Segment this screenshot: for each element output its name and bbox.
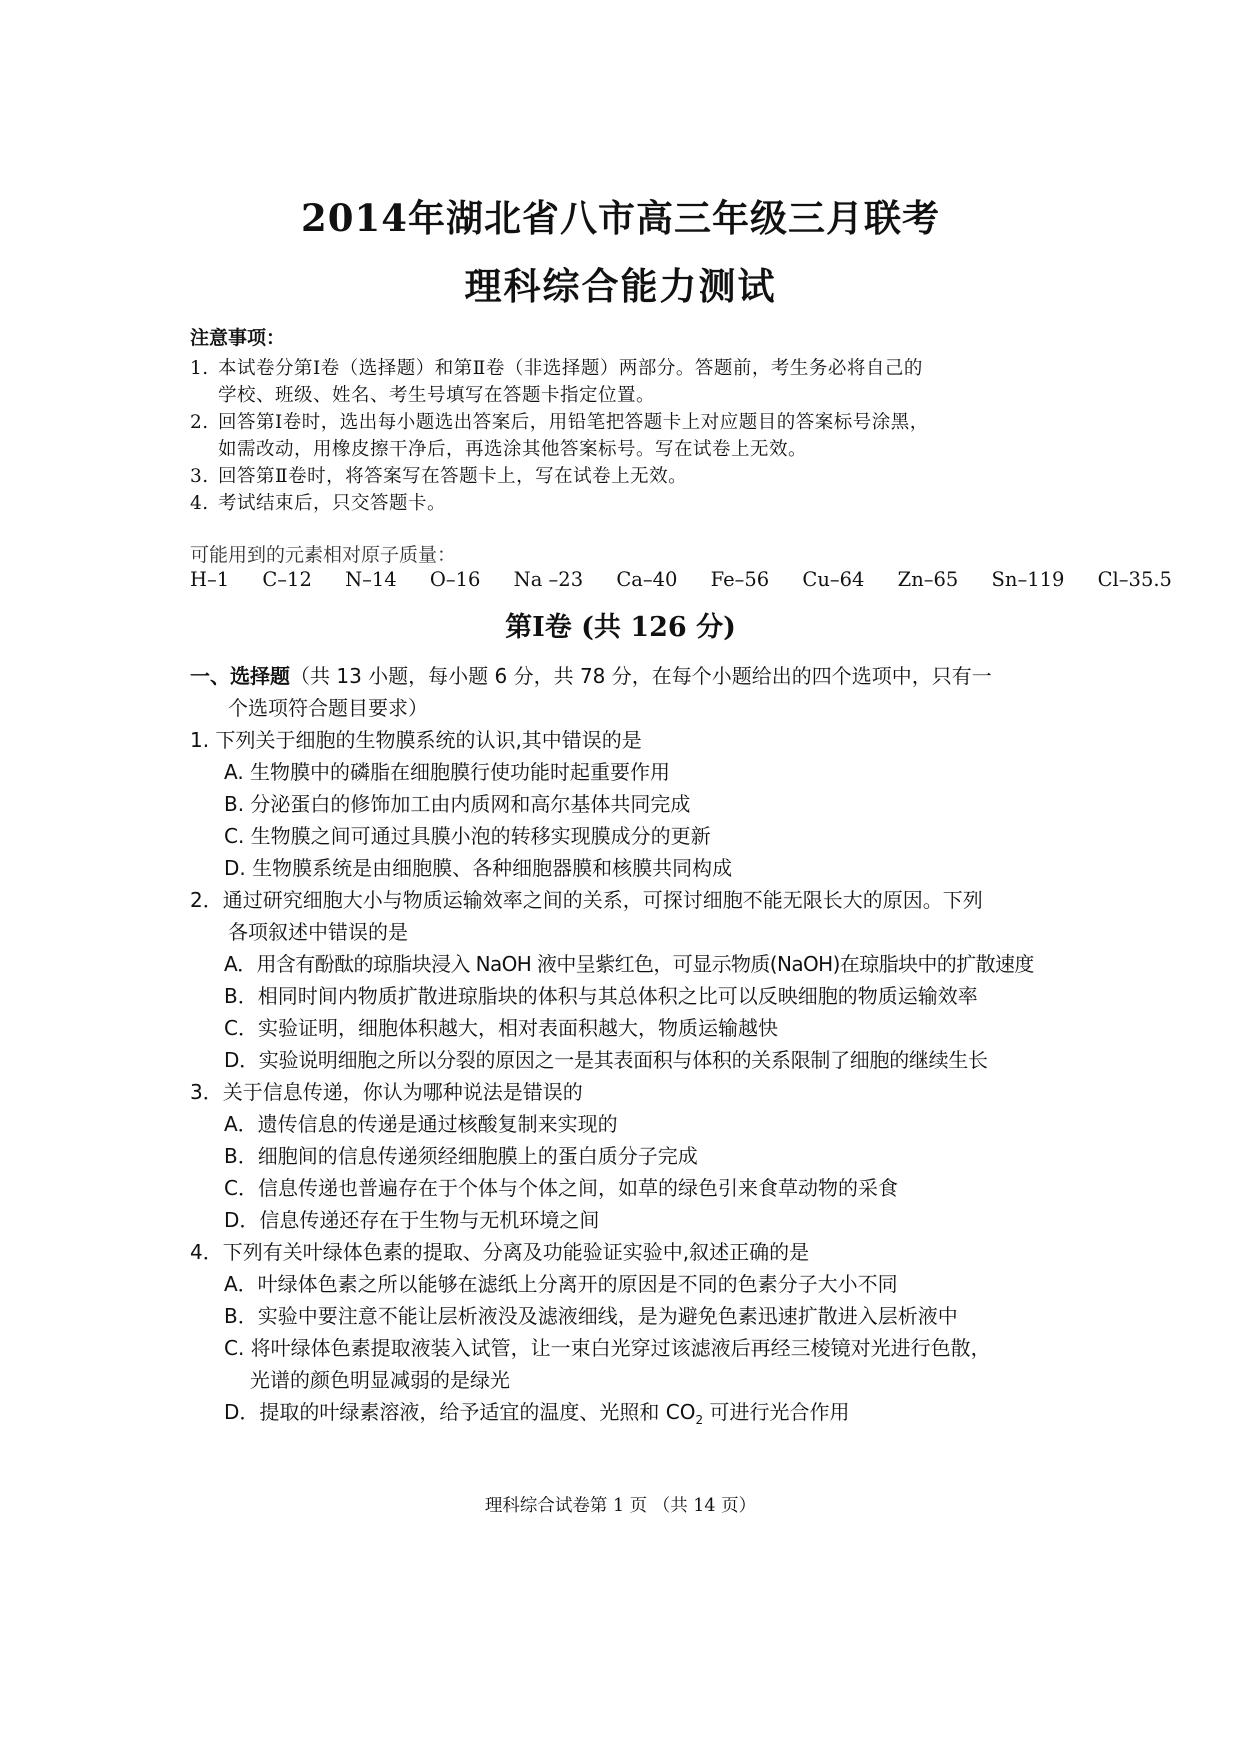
notice-item-number: 3. <box>190 466 209 487</box>
notice-item-text-cont: 学校、班级、姓名、考生号填写在答题卡指定位置。 <box>218 385 656 406</box>
section-one-label: 一、选择题 <box>190 664 290 688</box>
question-1-option-c: C. 生物膜之间可通过具膜小泡的转移实现膜成分的更新 <box>224 824 711 848</box>
notice-heading: 注意事项： <box>190 327 286 349</box>
question-4-option-b: B．实验中要注意不能让层析液没及滤液细线，是为避免色素迅速扩散进入层析液中 <box>224 1304 958 1328</box>
atomic-mass-value: Fe–56 <box>710 568 770 591</box>
atomic-mass-value: H–1 <box>190 568 230 591</box>
question-3-option-b: B．细胞间的信息传递须经细胞膜上的蛋白质分子完成 <box>224 1144 698 1168</box>
question-2-stem-line1: 2．通过研究细胞大小与物质运输效率之间的关系，可探讨细胞不能无限长大的原因。下列 <box>190 888 983 912</box>
notice-item-number: 1. <box>190 358 209 379</box>
exam-title: 2014年湖北省八市高三年级三月联考 <box>301 196 940 240</box>
question-4-stem: 4．下列有关叶绿体色素的提取、分离及功能验证实验中,叙述正确的是 <box>190 1240 810 1264</box>
section-one-heading <box>190 660 992 724</box>
notice-item-4 <box>190 490 446 517</box>
notice-item-1 <box>190 355 923 409</box>
question-4-option-c-line2: 光谱的颜色明显减弱的是绿光 <box>250 1368 510 1392</box>
notice-item-text: 回答第Ⅱ卷时，将答案写在答题卡上，写在试卷上无效。 <box>218 466 688 487</box>
question-2-option-a: A．用含有酚酞的琼脂块浸入 NaOH 液中呈紫红色，可显示物质(NaOH)在琼脂块中的扩散速度 <box>224 952 1034 976</box>
atomic-mass-value: Cl–35.5 <box>1097 568 1172 591</box>
atomic-mass-value: O–16 <box>429 568 481 591</box>
question-4-option-d-text: D．提取的叶绿素溶液，给予适宜的温度、光照和 CO <box>224 1400 696 1424</box>
notice-item-text: 回答第Ⅰ卷时，选出每小题选出答案后，用铅笔把答题卡上对应题目的答案标号涂黑， <box>218 412 929 433</box>
atomic-mass-value: C–12 <box>262 568 312 591</box>
question-2-stem <box>190 884 983 948</box>
question-4-option-a: A．叶绿体色素之所以能够在滤纸上分离开的原因是不同的色素分子大小不同 <box>224 1272 898 1296</box>
question-3-option-c: C．信息传递也普遍存在于个体与个体之间，如草的绿色引来食草动物的采食 <box>224 1176 898 1200</box>
question-3-stem: 3．关于信息传递，你认为哪种说法是错误的 <box>190 1080 583 1104</box>
notice-item-text-cont: 如需改动，用橡皮擦干净后，再选涂其他答案标号。写在试卷上无效。 <box>218 439 808 460</box>
section-one-instructions: （共 13 小题，每小题 6 分，共 78 分，在每个小题给出的四个选项中，只有一 <box>290 664 992 688</box>
atomic-mass-value: Na –23 <box>513 568 584 591</box>
atomic-mass-value: Sn–119 <box>991 568 1065 591</box>
notice-item-3 <box>190 463 687 490</box>
atomic-mass-value: Cu–64 <box>802 568 865 591</box>
question-3-option-a: A．遗传信息的传递是通过核酸复制来实现的 <box>224 1112 618 1136</box>
section-one-instructions-cont: 个选项符合题目要求） <box>228 696 428 720</box>
question-2-option-d: D．实验说明细胞之所以分裂的原因之一是其表面积与体积的关系限制了细胞的继续生长 <box>224 1048 988 1072</box>
question-2-option-b: B．相同时间内物质扩散进琼脂块的体积与其总体积之比可以反映细胞的物质运输效率 <box>224 984 978 1008</box>
atomic-mass-value: N–14 <box>345 568 397 591</box>
question-1-option-a: A. 生物膜中的磷脂在细胞膜行使功能时起重要作用 <box>224 760 671 784</box>
question-2-stem-line2: 各项叙述中错误的是 <box>228 920 408 944</box>
question-1-option-b: B. 分泌蛋白的修饰加工由内质网和高尔基体共同完成 <box>224 792 691 816</box>
notice-item-number: 2. <box>190 412 209 433</box>
question-4-option-c <box>224 1332 991 1396</box>
atomic-mass-label: 可能用到的元素相对原子质量： <box>190 544 457 566</box>
exam-subtitle: 理科综合能力测试 <box>464 264 777 308</box>
page-footer: 理科综合试卷第 1 页 （共 14 页） <box>484 1496 757 1516</box>
co2-subscript: 2 <box>695 1413 704 1427</box>
question-4-option-c-line1: C. 将叶绿体色素提取液装入试管，让一束白光穿过该滤液后再经三棱镜对光进行色散， <box>224 1336 991 1360</box>
question-2-option-c: C．实验证明，细胞体积越大，相对表面积越大，物质运输越快 <box>224 1016 778 1040</box>
atomic-mass-value: Ca–40 <box>616 568 678 591</box>
question-1-stem: 1. 下列关于细胞的生物膜系统的认识,其中错误的是 <box>190 728 642 752</box>
question-1-option-d: D. 生物膜系统是由细胞膜、各种细胞器膜和核膜共同构成 <box>224 856 733 880</box>
question-3-option-d: D．信息传递还存在于生物与无机环境之间 <box>224 1208 600 1232</box>
part-one-title: 第Ⅰ卷 (共 126 分) <box>505 612 736 643</box>
notice-item-number: 4. <box>190 493 209 514</box>
atomic-mass-value: Zn–65 <box>897 568 959 591</box>
question-4-option-d-text-end: 可进行光合作用 <box>703 1400 850 1424</box>
atomic-mass-list <box>190 568 1199 591</box>
notice-item-text: 考试结束后，只交答题卡。 <box>218 493 447 514</box>
notice-item-text: 本试卷分第Ⅰ卷（选择题）和第Ⅱ卷（非选择题）两部分。答题前，考生务必将自己的 <box>218 358 923 379</box>
notice-item-2 <box>190 409 929 463</box>
question-4-option-d <box>224 1396 849 1436</box>
